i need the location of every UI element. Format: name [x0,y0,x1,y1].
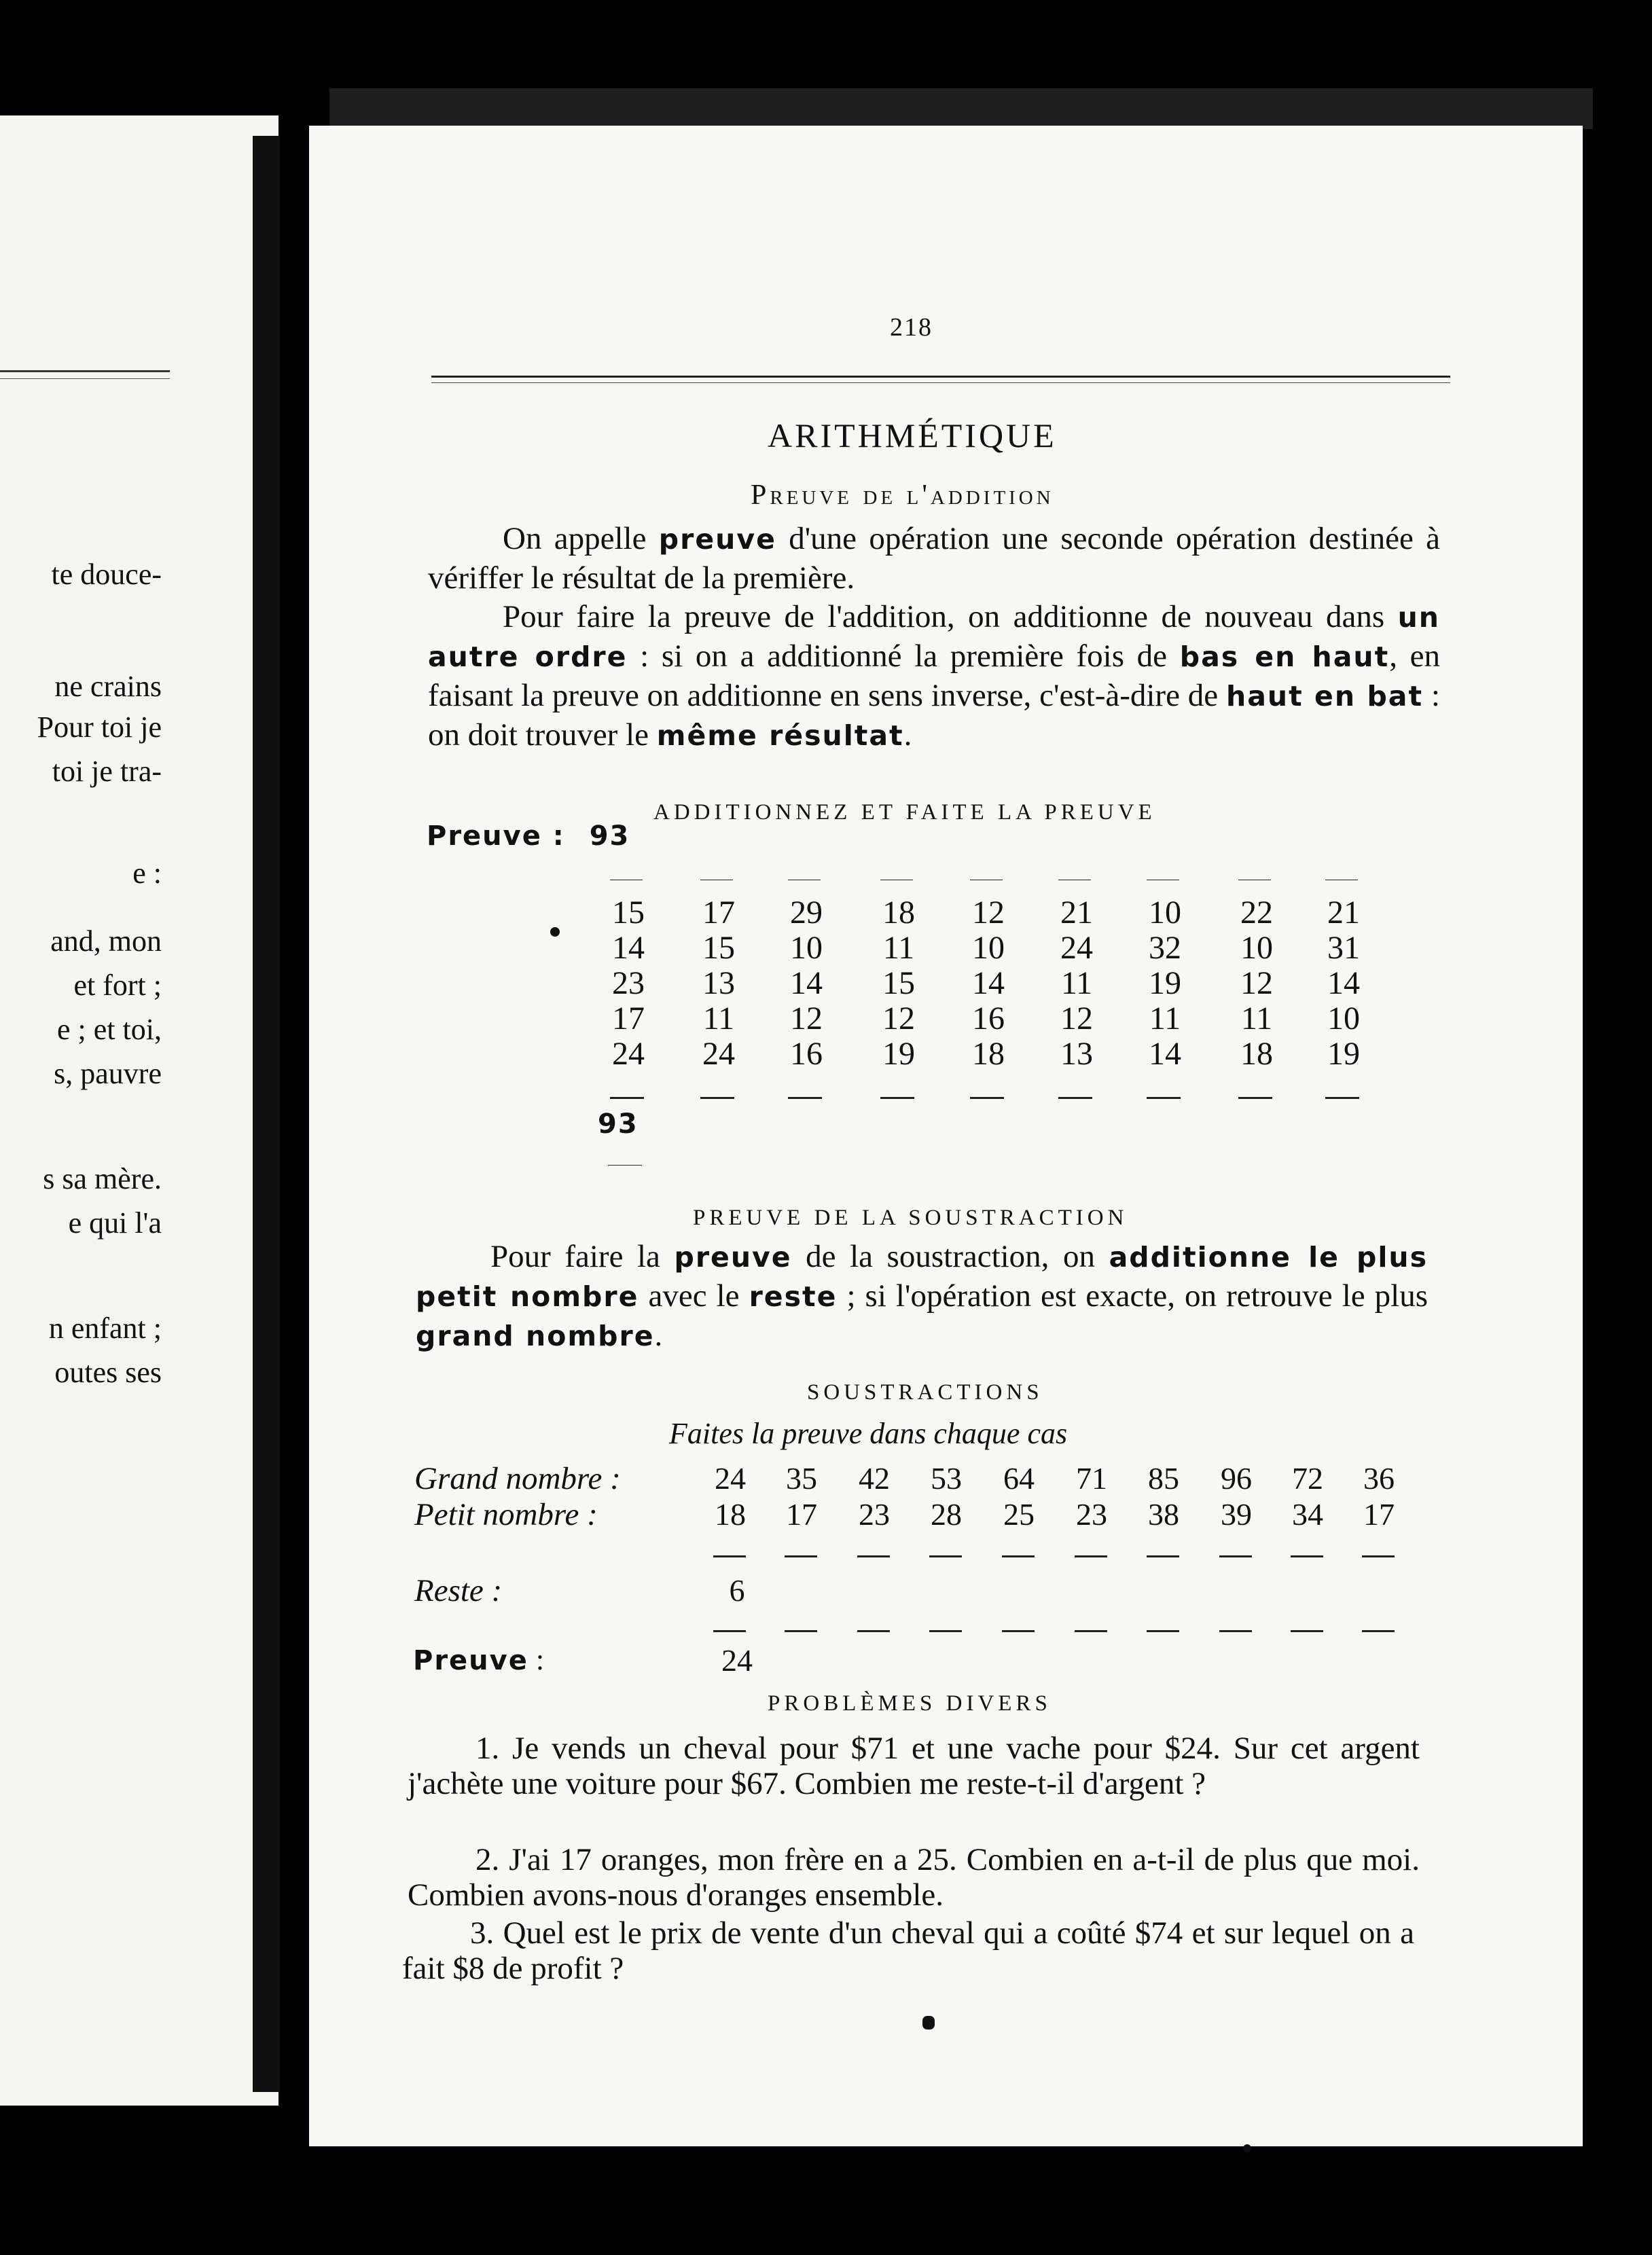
answer-rule [1291,1555,1323,1557]
petit-nombre-value: 39 [1221,1497,1252,1532]
grand-nombre-value: 35 [786,1461,817,1496]
grand-nombre-value: 96 [1221,1461,1252,1496]
addend: 19 [882,1036,915,1072]
left-page-line: and, mon [50,924,162,958]
text-run: ; si l'opération est exacte, on retrouve le plus [837,1278,1428,1314]
grand-nombre-value: 42 [859,1461,890,1496]
answer-rule [1291,1630,1323,1632]
text-run: , en faisant la preuve on additionne en sens inverse, c'est-à-dire de [428,638,1440,713]
addend: 10 [1327,1000,1360,1036]
addition-heading: ADDITIONNEZ ET FAITE LA PREUVE [653,800,1156,825]
text-run: Pour faire la preuve de l'addition, on additionne de nouveau dans [503,599,1398,634]
section-subtitle: Preuve de l'addition [751,480,1054,511]
addend: 12 [790,1000,823,1036]
preuve-value: 93 [589,820,630,852]
ink-dot [550,927,560,937]
addition-column [958,895,1019,1072]
ink-dot [1243,2144,1251,2152]
bold-term: bas en haut [1179,641,1390,673]
addend: 10 [972,930,1005,966]
column-sum-rule [1325,1097,1359,1099]
bold-term: preuve [658,523,776,556]
answer-rule [857,1555,890,1557]
addend: 14 [612,930,645,966]
addition-column [598,895,659,1072]
left-page-line: outes ses [54,1356,162,1389]
column-sum-rule [1058,1097,1092,1099]
addend: 32 [1149,930,1181,966]
addend: 14 [1149,1036,1181,1072]
soustractions-heading: SOUSTRACTIONS [807,1380,1043,1405]
answer-rule [1219,1630,1252,1632]
answer-rule [929,1555,962,1557]
addend: 23 [612,965,645,1001]
answer-rule [1002,1630,1035,1632]
addend: 17 [612,1000,645,1036]
page-title: ARITHMÉTIQUE [768,416,1057,454]
reste-label: Reste : [414,1573,503,1608]
petit-nombre-value: 18 [715,1497,746,1532]
total-underline [608,1165,642,1166]
grand-nombre-value: 71 [1076,1461,1107,1496]
preuve-label-text: Preuve : [427,820,565,852]
grand-nombre-value: 53 [931,1461,962,1496]
addend: 11 [882,930,915,966]
addend: 19 [1327,1036,1360,1072]
problem-1: 1. Je vends un cheval pour $71 et une vache pour $24. Sur cet argent j'achète une voiture pour $67. Combien me reste-t-il d'argent ? [408,1731,1420,1801]
column-sum-rule [1147,1097,1181,1099]
soustractions-instruction: Faites la preuve dans chaque cas [669,1417,1068,1450]
addend: 10 [1149,895,1181,931]
petit-nombre-value: 17 [786,1497,817,1532]
addition-column [868,895,929,1072]
header-rule-thin [431,382,1450,383]
left-page-line: Pour toi je [37,710,162,744]
text-run: On appelle [503,521,659,556]
header-rule [431,376,1450,378]
text-run: . [654,1318,663,1353]
addition-column [1134,895,1196,1072]
left-page-line: e ; et toi, [57,1013,162,1046]
reste-value: 6 [729,1573,745,1608]
answer-rule [1147,1555,1179,1557]
grand-nombre-value: 24 [715,1461,746,1496]
addend: 12 [882,1000,915,1036]
soustraction-preuve-label [413,1642,544,1677]
answer-rule [1075,1555,1107,1557]
answer-rule [857,1630,890,1632]
addend: 10 [1240,930,1273,966]
petit-nombre-label: Petit nombre : [414,1497,598,1532]
petit-nombre-value: 38 [1148,1497,1179,1532]
addend: 12 [1060,1000,1093,1036]
addition-column [1313,895,1374,1072]
answer-rule [1075,1630,1107,1632]
preuve-label-text: Preuve [413,1645,528,1676]
petit-nombre-value: 25 [1003,1497,1035,1532]
answer-rule [785,1555,817,1557]
addend: 24 [702,1036,735,1072]
addend: 24 [612,1036,645,1072]
addend: 11 [1149,1000,1181,1036]
answer-rule [713,1555,746,1557]
bold-term: un autre ordre [428,601,1440,673]
addend: 11 [1060,965,1093,1001]
addend: 10 [790,930,823,966]
answer-rule [713,1630,746,1632]
grand-nombre-value: 36 [1363,1461,1395,1496]
addend: 12 [1240,965,1273,1001]
bold-term: additionne le plus petit nombre [416,1241,1429,1313]
answer-rule [1002,1555,1035,1557]
grand-nombre-value: 64 [1003,1461,1035,1496]
addend: 14 [1327,965,1360,1001]
text-run: Pour faire la [490,1239,675,1274]
addend: 19 [1149,965,1181,1001]
left-page-line: ne crains [54,670,162,703]
text-run: de la soustraction, on [791,1239,1109,1274]
left-page-line: e qui l'a [68,1206,162,1240]
addend: 14 [790,965,823,1001]
petit-nombre-value: 28 [931,1497,962,1532]
addend: 13 [702,965,735,1001]
paragraph-subtraction-proof [416,1238,1428,1356]
left-page-line: te douce- [51,558,162,591]
column-sum-rule [1238,1097,1272,1099]
left-page-line: e : [132,856,162,890]
addend: 12 [972,895,1005,931]
addend: 22 [1240,895,1273,931]
text-run: avec le [639,1278,749,1314]
grand-nombre-value: 85 [1148,1461,1179,1496]
addend: 14 [972,965,1005,1001]
left-page-line: n enfant ; [48,1312,162,1345]
addend: 16 [972,1000,1005,1036]
addend: 18 [882,895,915,931]
petit-nombre-value: 23 [1076,1497,1107,1532]
addition-total: 93 [598,1108,639,1140]
problem-2: 2. J'ai 17 oranges, mon frère en a 25. Combien en a-t-il de plus que moi. Combien avons-nous d'oranges ensemble. [408,1842,1420,1913]
grand-nombre-value: 72 [1292,1461,1323,1496]
page-number: 218 [890,313,933,342]
addition-column [776,895,837,1072]
petit-nombre-value: 34 [1292,1497,1323,1532]
text-run: : on doit trouver le [428,678,1440,753]
addend: 15 [882,965,915,1001]
grand-nombre-label: Grand nombre : [414,1461,621,1496]
bold-term: même résultat [656,719,904,752]
column-sum-rule [788,1097,822,1099]
addend: 21 [1060,895,1093,931]
answer-rule [1362,1555,1395,1557]
addend: 21 [1327,895,1360,931]
ink-dot [922,2016,935,2030]
addition-column [1046,895,1107,1072]
column-sum-rule [970,1097,1004,1099]
addend: 17 [702,895,735,931]
addend: 18 [1240,1036,1273,1072]
petit-nombre-value: 23 [859,1497,890,1532]
paragraph-addition-proof [428,598,1440,755]
addend: 29 [790,895,823,931]
left-page-line: s sa mère. [43,1162,162,1195]
bold-term: haut en bat [1226,680,1424,712]
addend: 18 [972,1036,1005,1072]
bold-term: reste [749,1280,838,1313]
addend: 16 [790,1036,823,1072]
addend: 15 [612,895,645,931]
addition-column [1226,895,1287,1072]
answer-rule [929,1630,962,1632]
addition-column [688,895,749,1072]
addend: 15 [702,930,735,966]
left-page-line: et fort ; [73,969,162,1002]
book-page [309,126,1583,2146]
problem-3: 3. Quel est le prix de vente d'un cheval qui a coûté $74 et sur lequel on a fait $8 de profit ? [402,1915,1414,1986]
column-sum-rule [700,1097,734,1099]
bold-term: grand nombre [416,1320,655,1352]
addition-preuve-label [427,820,630,852]
text-run: . [903,717,912,753]
addend: 11 [702,1000,735,1036]
petit-nombre-value: 17 [1363,1497,1395,1532]
addend: 13 [1060,1036,1093,1072]
addend: 24 [1060,930,1093,966]
answer-rule [785,1630,817,1632]
column-sum-rule [610,1097,644,1099]
addend: 31 [1327,930,1360,966]
left-page-line: toi je tra- [52,755,162,788]
left-page-line: s, pauvre [54,1057,162,1090]
answer-rule [1147,1630,1179,1632]
preuve-colon: : [528,1643,545,1676]
text-run: d'une opération une seconde opération destinée à vériffer le résultat de la première. [428,521,1440,596]
answer-rule [1362,1630,1395,1632]
answer-rule [1219,1555,1252,1557]
preuve-value: 24 [721,1643,753,1678]
addend: 11 [1240,1000,1273,1036]
bold-term: preuve [674,1241,792,1274]
text-run: : si on a additionné la première fois de [627,638,1180,674]
paragraph-definition [428,520,1440,598]
column-sum-rule [880,1097,914,1099]
problemes-heading: PROBLÈMES DIVERS [768,1691,1052,1716]
soustraction-heading: PREUVE DE LA SOUSTRACTION [693,1206,1128,1230]
